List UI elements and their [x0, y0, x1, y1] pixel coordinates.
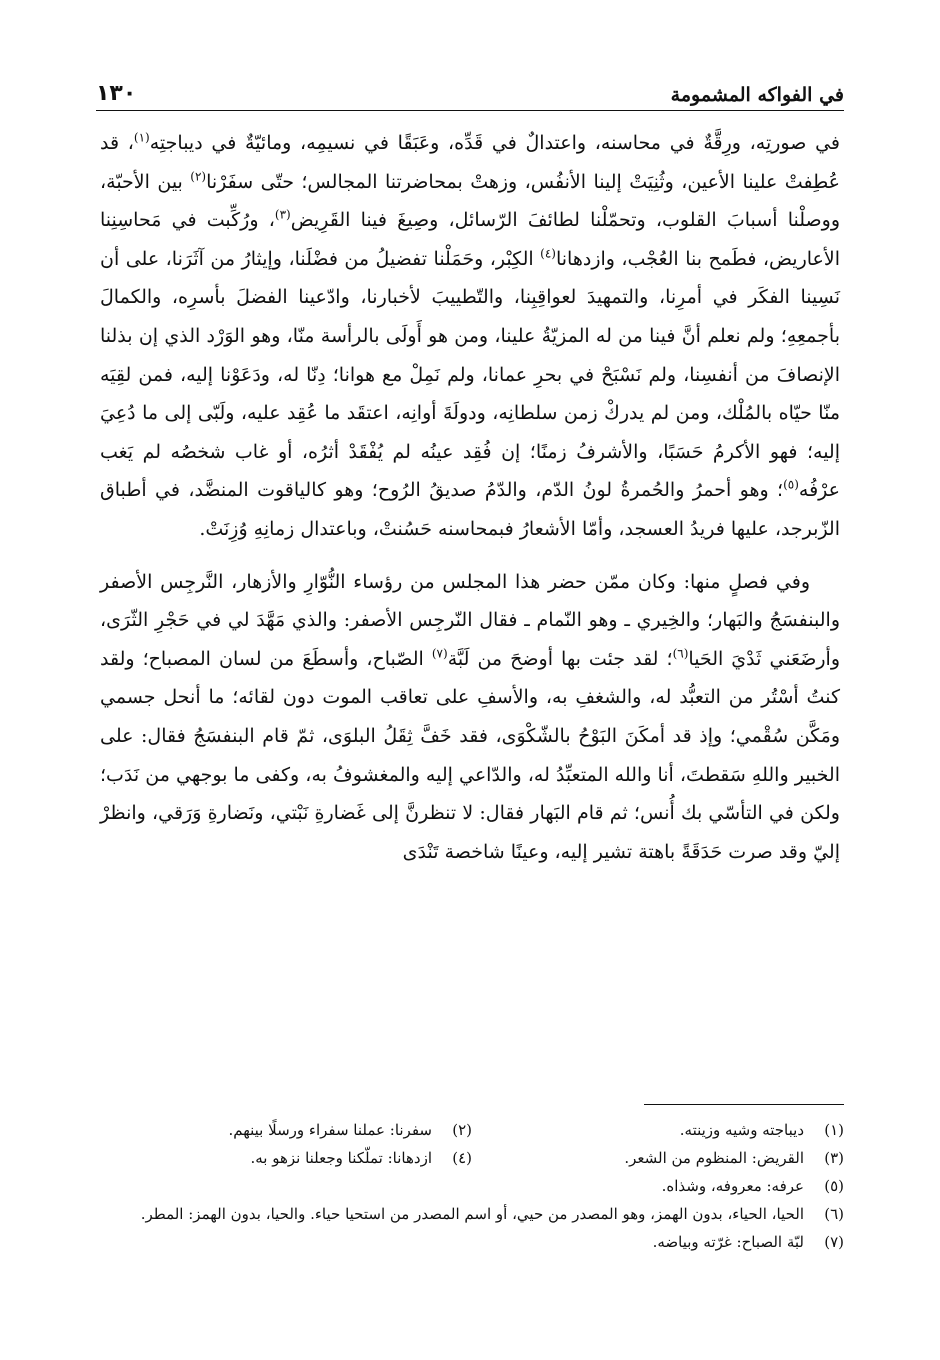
footnote-ref-2: (٢)	[190, 169, 207, 184]
paragraph-2-part-3: الصّباح، وأسطَعَ من لسان المصباح؛ ولقد كنتُ أسْتُر من التعبُّد له، والشغفِ به، والأسفِ على تعاقب الموت دون لقائه؛ ما أنحل جسمي ومَكَّن سُقْمي؛ وإذ قد أمكَنَ البَوْحُ بالشّكْوَى، فقد خَفَّ ثِقَلُ البلوَى، ثمّ قام البنفسَجُ فقال: على الخبير واللهِ سَقطتَ، أنا والله المتعبِّدُ له، والدّاعي إليه والمغشوفُ به، وكفى ما بوجهي من نَدَب؛ ولكن في التأسّي بك أُنس؛ ثم قام البَهار فقال: لا تنظرنَّ إلى غَضارةِ نَبْتي، ونَضارةِ وَرَقي، وانظرْ إليّ وقد صرت حَدَقَةً باهتة تشير إليه، وعينًا شاخصة تَنْدَى	[100, 647, 840, 863]
paragraph-1-part-5: الكِبْر، وحَمَلْنا تفضيلُ من فضْلَنا، وإيثارُ من آثَرَنا، على أن نَسِينا الفكَر في أمرِنا، والتمهيدَ لعواقِبِنا، والتّطييبَ لأخبارنا، وادّعينا الفضلَ بأسرِه، والكمالَ بأجمعِهِ؛ ولم نعلم أنَّ فينا من له المزيّةُ علينا، ومن هو أَولَى بالرأسة منّا، وهو الوَرْد الذي إن بذلنا الإنصافَ من أنفسِنا، ولم نَسْبَحْ في بحرِ عمانا، ولم نَمِلْ مع هوانا؛ دِنّا له، ودَعَوْنا إليه، فمن لقِيَه منّا حيّاه بالمُلْك، ومن لم يدركْ زمن سلطانِه، ودولَةَ أوانِه، اعتقَد ما عُقِد عليه، ولَبّى إلى ما دُعِيَ إليه؛ فهو الأكرمُ حَسَبًا، والأشرفُ زمنًا؛ إن فُقِد عينُه لم يُفْقَدْ أثرُه، أو غاب شخصُه لم يَغب عرْفُه	[100, 247, 840, 502]
footnote-number: (١)	[824, 1121, 844, 1139]
running-head: في الفواكه المشمومة	[670, 84, 844, 106]
footnote-4	[100, 1144, 472, 1172]
footnote-ref-5: (٥)	[783, 478, 799, 493]
footnote-row	[100, 1200, 844, 1228]
footnote-number: (٤)	[452, 1149, 472, 1167]
footnote-text: ازدهانا: تملّكنا وجعلنا نزهو به.	[250, 1149, 432, 1167]
footnote-row	[100, 1172, 844, 1200]
footnote-row	[100, 1228, 844, 1256]
footnote-ref-4: (٤)	[540, 246, 556, 261]
footnote-5	[662, 1172, 844, 1200]
footnote-text: سفرنا: عملنا سفراء ورسلًا بينهم.	[228, 1121, 432, 1139]
footnote-number: (٢)	[452, 1121, 472, 1139]
paragraph-1-part-2: ، قد عُطِفتْ علينا الأعين، وثُنِيَتْ إلينا الأنفُس، وزهتْ بمحاضرتنا المجالس؛ حتّى سفَرْنا	[100, 132, 840, 193]
footnote-3	[472, 1144, 844, 1172]
footnote-text: القريض: المنظوم من الشعر.	[624, 1149, 804, 1167]
paragraph-1-part-6: ؛ وهو أحمرُ والحُمرةُ لونُ الدّم، والدّمُ صديقُ الرُوح؛ وهو كالياقوت المنضَّد، في أطباق الزّبرجد، عليها فريدُ العسجد، وأمّا الأشعارُ فبمحاسنه حَسُنتْ، وباعتدال زمانِهِ وُزِنَتْ.	[100, 479, 840, 540]
footnote-2	[100, 1116, 472, 1144]
paragraph-1-part-4: ، ورُكِّبت في مَحاسِنِنا الأعاريض، فطَمح بنا العُجْب، وازدهانا	[100, 209, 841, 270]
footnote-ref-3: (٣)	[274, 207, 291, 222]
paragraph-1-part-1: في صورتِه، ورِقَّةٌ في محاسنه، واعتدالٌ في قَدِّه، وعَبَقًا في نسيمِه، ومائيّةٌ في ديباجتِه	[149, 132, 841, 154]
paragraph-1-part-3: بين الأحبّة، ووصلْنا أسبابَ القلوب، وتحمّلْنا لطائفَ الرّسائل، وصِيغَ فينا القَرِيض	[100, 170, 840, 232]
paragraph-2	[100, 563, 840, 872]
footnote-1	[472, 1116, 844, 1144]
paragraph-1	[100, 124, 840, 549]
footnote-text: الحيا، الحياء، بدون الهمز، وهو المصدر من حيي، أو اسم المصدر من استحيا حياء. والحيا، بدون الهمز: المطر.	[140, 1205, 804, 1223]
footnote-text: ديباجته وشيه وزينته.	[679, 1121, 804, 1139]
paragraph-2-part-2: ؛ لقد جئت بها أوضحَ من لَبَّة	[447, 647, 673, 670]
footnote-6	[141, 1200, 844, 1228]
header-rule	[96, 110, 844, 111]
footnote-ref-7: (٧)	[431, 646, 448, 661]
footnote-text: لبّة الصباح: غرّته وبياضه.	[652, 1233, 804, 1251]
footnote-number: (٦)	[824, 1205, 844, 1223]
footnote-ref-1: (١)	[133, 130, 150, 145]
footnote-number: (٥)	[824, 1177, 844, 1195]
footnote-number: (٧)	[824, 1233, 844, 1251]
footnote-ref-6: (٦)	[672, 646, 689, 661]
footnote-7	[653, 1228, 844, 1256]
footnotes	[100, 1116, 844, 1256]
footnote-row	[100, 1116, 844, 1144]
page-header	[96, 74, 844, 106]
footnote-rule	[644, 1104, 844, 1105]
footnote-number: (٣)	[824, 1149, 844, 1167]
paragraph-2-part-1: وفي فصلٍ منها: وكان ممّن حضر هذا المجلس من رؤساء النُّوّارِ والأزهار، النَّرجِس الأصفر والبنفسَجُ والبَهار؛ والخِيري ـ وهو النّمام ـ فقال النّرجِس الأصفر: والذي مَهَّدَ لي في حَجْرِ الثّرَى، وأرضَعَني ثَدْيَ الحَيا	[100, 570, 840, 670]
page-number: ١٣٠	[96, 81, 137, 106]
main-text	[100, 124, 840, 871]
footnote-row	[100, 1144, 844, 1172]
footnote-text: عرفه: معروفه، وشذاه.	[661, 1177, 804, 1195]
